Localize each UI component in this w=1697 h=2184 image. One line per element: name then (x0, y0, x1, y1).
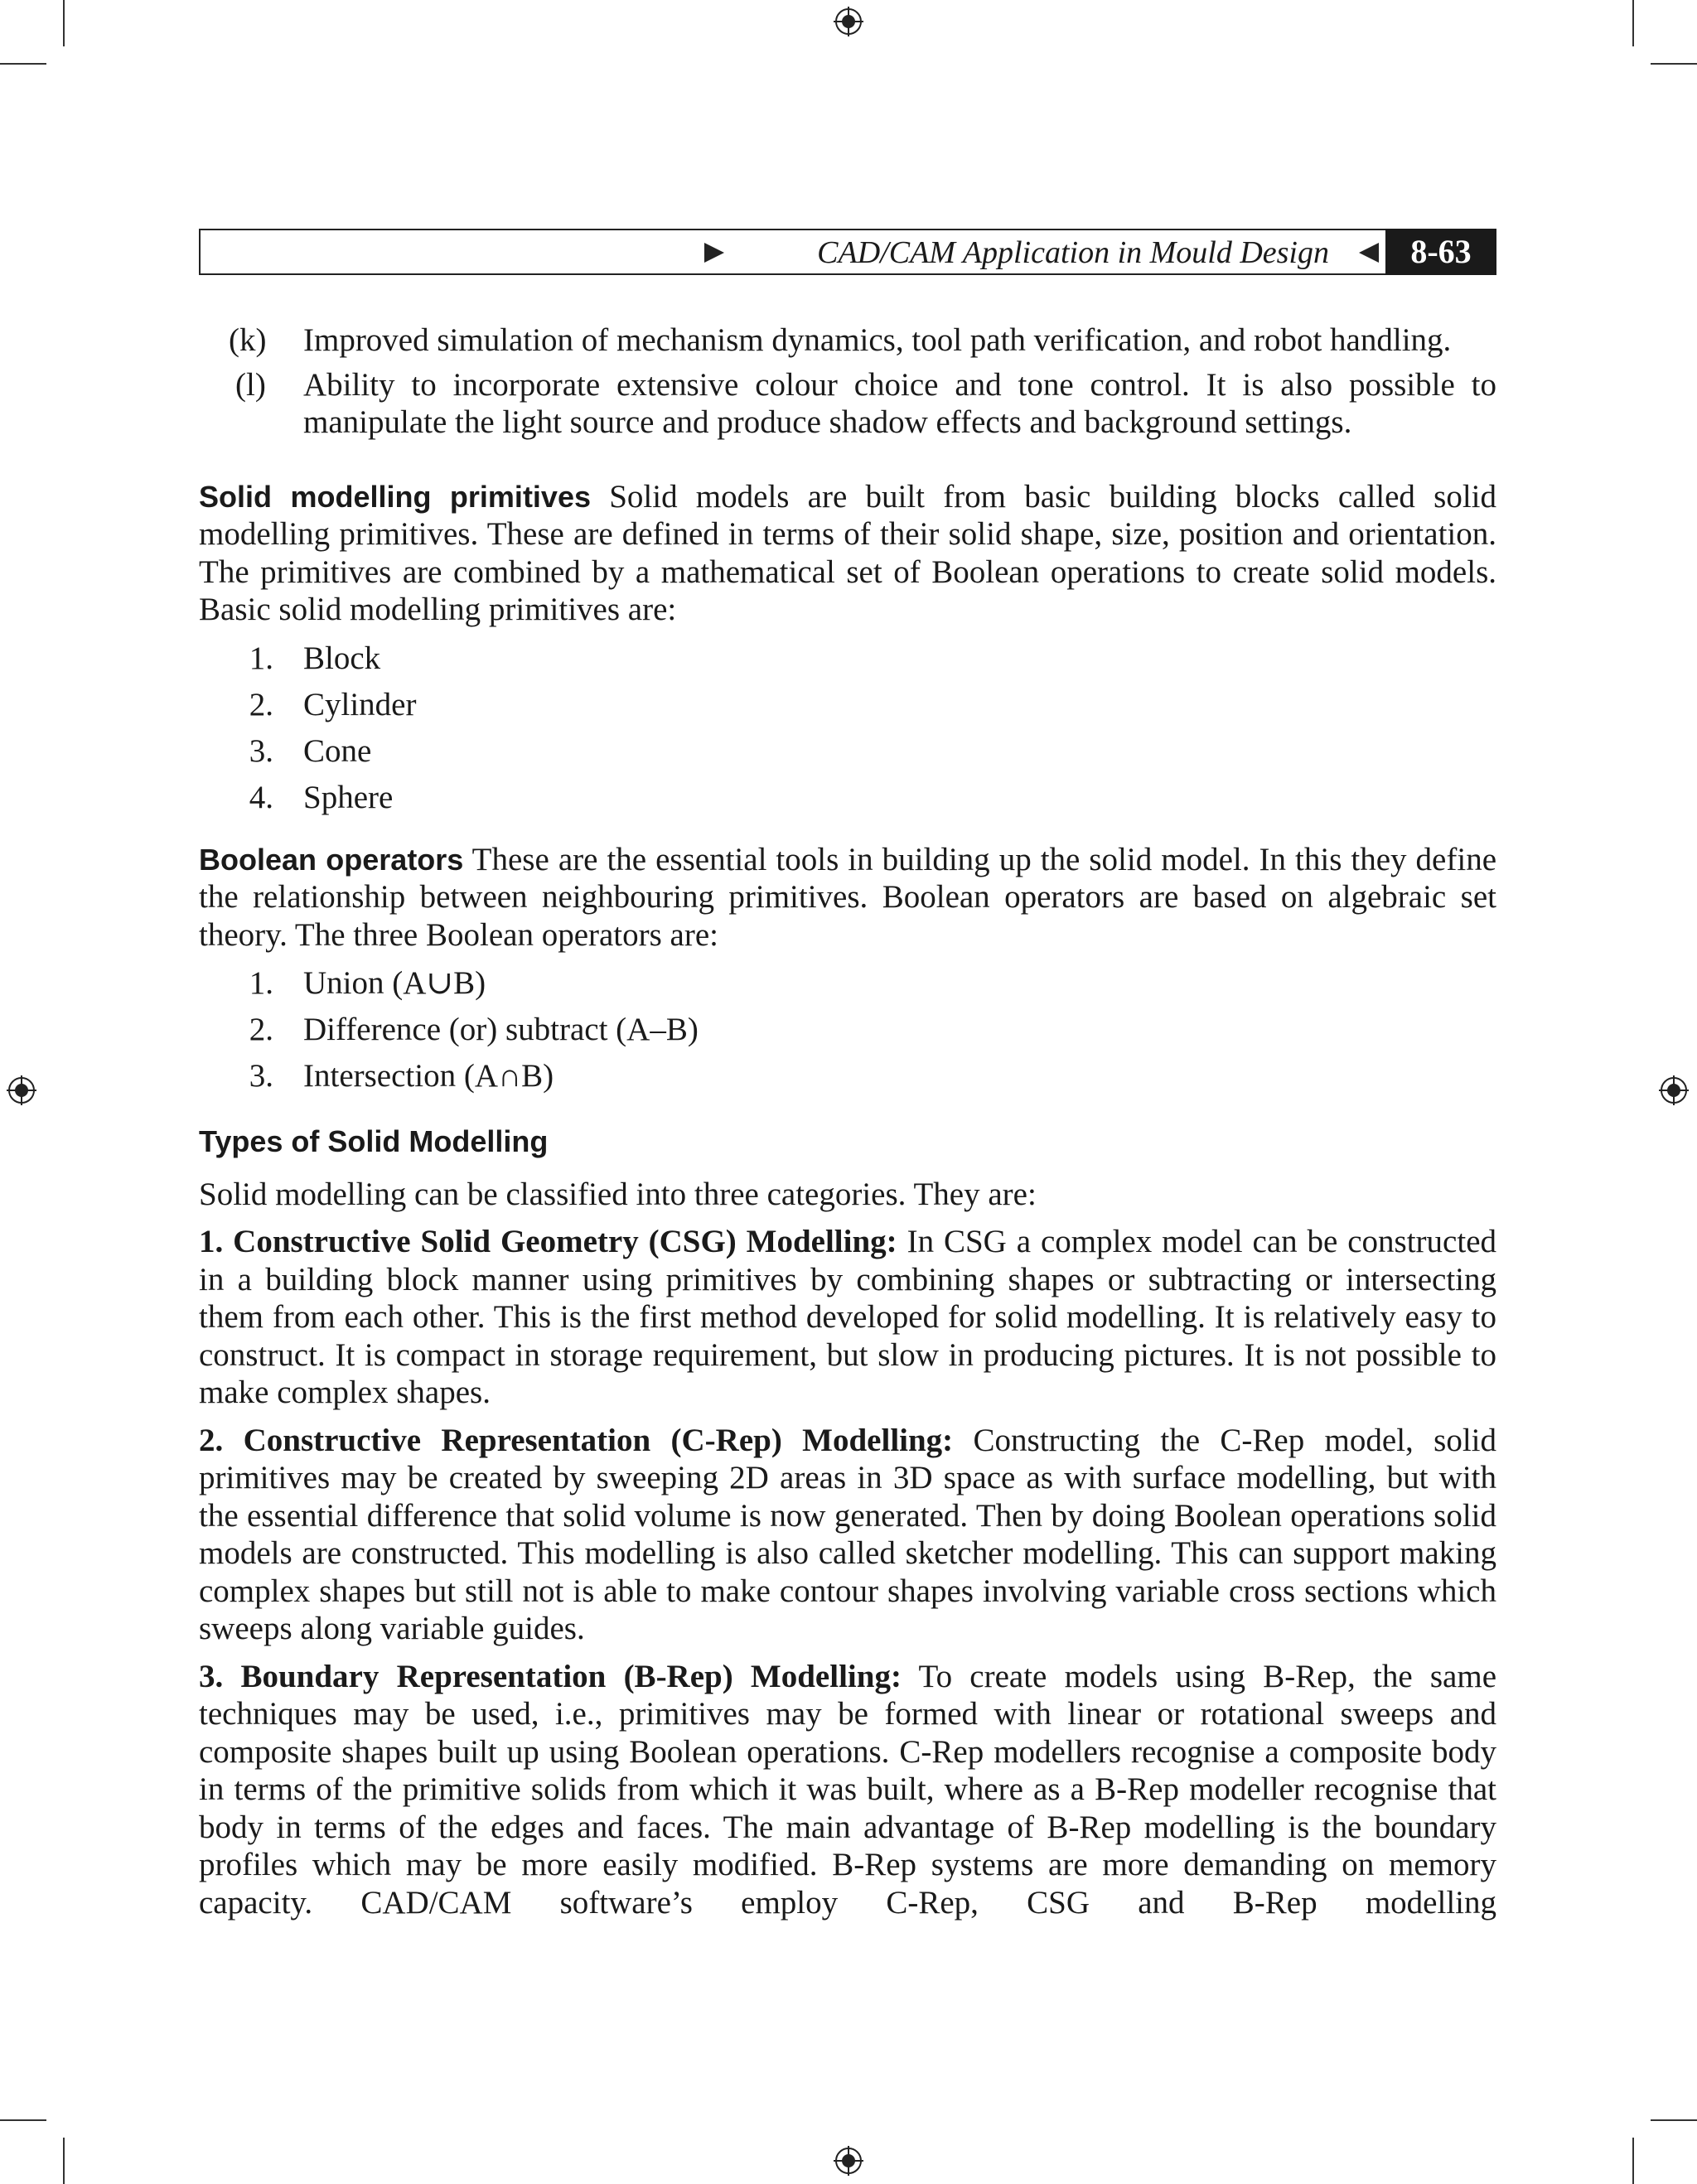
crep-paragraph (199, 1422, 1496, 1648)
primitives-heading: Solid modelling primitives (199, 479, 591, 514)
csg-paragraph (199, 1223, 1496, 1412)
running-header (199, 229, 1496, 275)
registration-mark-left-icon (7, 1075, 36, 1105)
chapter-title: CAD/CAM Application in Mould Design (817, 235, 1329, 270)
csg-text: In CSG a complex model can be constructed in a building block manner using primitives by combining shapes or subtracting or intersecting them from each other. This is the first method developed for solid modelling. It is relatively easy to construct. It is compact in storage requirement, but slow in producing pictures. It is not possible to make complex shapes. (199, 1224, 1497, 1410)
item-text: Improved simulation of mechanism dynamics, tool path verification, and robot handling. (303, 322, 1452, 358)
types-intro: Solid modelling can be classified into three categories. They are: (199, 1176, 1037, 1212)
left-pointer-icon (1359, 243, 1379, 263)
list-item: 4. Sphere (249, 779, 394, 815)
crop-mark-bottom-right-v (1632, 2138, 1634, 2184)
registration-mark-top-icon (834, 7, 863, 36)
registration-mark-bottom-icon (834, 2146, 863, 2176)
list-item: 2. Difference (or) subtract (A–B) (249, 1012, 699, 1048)
crop-mark-bottom-right-h (1651, 2119, 1697, 2121)
crop-mark-top-right-v (1632, 0, 1634, 46)
crep-text: Constructing the C-Rep model, solid primitives may be created by sweeping 2D areas in 3D space as with surface modelling, but with the essential difference that solid volume is now generated. Then by doing Boolean operations solid models are constructed. This modelling is also called sketcher modelling. This can support making complex shapes but still not is able to make contour shapes involving variable cross sections which sweeps along variable guides. (199, 1422, 1496, 1646)
boolean-list (199, 960, 1496, 1099)
list-item: 1. Block (249, 640, 381, 676)
crop-mark-bottom-left-h (0, 2119, 46, 2121)
crop-mark-top-left-h (0, 63, 46, 65)
boolean-text: These are the essential tools in building up the solid model. In this they define the relationship between neighbouring primitives. Boolean operators are based on algebraic set theory. The three Boolean operators are: (199, 841, 1497, 953)
item-label: (l) (235, 366, 266, 403)
list-item-k (199, 321, 1496, 360)
page-content (199, 321, 1496, 1921)
brep-title: 3. Boundary Representation (B-Rep) Modelling: (199, 1658, 902, 1694)
page-number: 8-63 (1385, 229, 1496, 275)
primitives-text: Solid models are built from basic building blocks called solid modelling primitives. These are defined in terms of their solid shape, size, position and orientation. The primitives are combined by a mathematical set of Boolean operations to create solid models. Basic solid modelling primitives are: (199, 478, 1496, 627)
section-heading: Types of Solid Modelling (199, 1124, 549, 1158)
boolean-heading: Boolean operators (199, 842, 464, 877)
crep-title: 2. Constructive Representation (C-Rep) Modelling: (199, 1422, 954, 1458)
crop-mark-bottom-left-v (63, 2138, 65, 2184)
brep-text: To create models using B-Rep, the same techniques may be used, i.e., primitives may be formed with linear or rotational sweeps and composite shapes built up using Boolean operations. C-Rep modellers recognise a composite body in terms of the primitive solids from which it was built, where as a B-Rep modeller recognise that body in terms of the edges and faces. The main advantage of B-Rep modelling is the boundary profiles which may be more easily modified. B-Rep systems are more demanding on memory capacity. CAD/CAM software’s employ C-Rep, CSG and B-Rep modelling (199, 1658, 1496, 1921)
list-item: 1. Union (A∪B) (249, 965, 486, 1002)
list-item: 3. Cone (249, 732, 372, 769)
list-item: 2. Cylinder (249, 686, 417, 722)
list-item: 3. Intersection (A∩B) (249, 1058, 554, 1094)
primitives-list (199, 635, 1496, 821)
csg-title: 1. Constructive Solid Geometry (CSG) Modelling: (199, 1224, 897, 1259)
list-item-l (199, 366, 1496, 442)
boolean-paragraph (199, 841, 1496, 954)
crop-mark-top-right-h (1651, 63, 1697, 65)
item-text: Ability to incorporate extensive colour choice and tone control. It is also possible to manipulate the light source and produce shadow effects and background settings. (303, 366, 1496, 440)
brep-paragraph (199, 1658, 1496, 1922)
item-label: (k) (229, 322, 267, 358)
registration-mark-right-icon (1659, 1075, 1689, 1105)
crop-mark-top-left-v (63, 0, 65, 46)
right-pointer-icon (704, 243, 724, 263)
primitives-paragraph (199, 478, 1496, 629)
